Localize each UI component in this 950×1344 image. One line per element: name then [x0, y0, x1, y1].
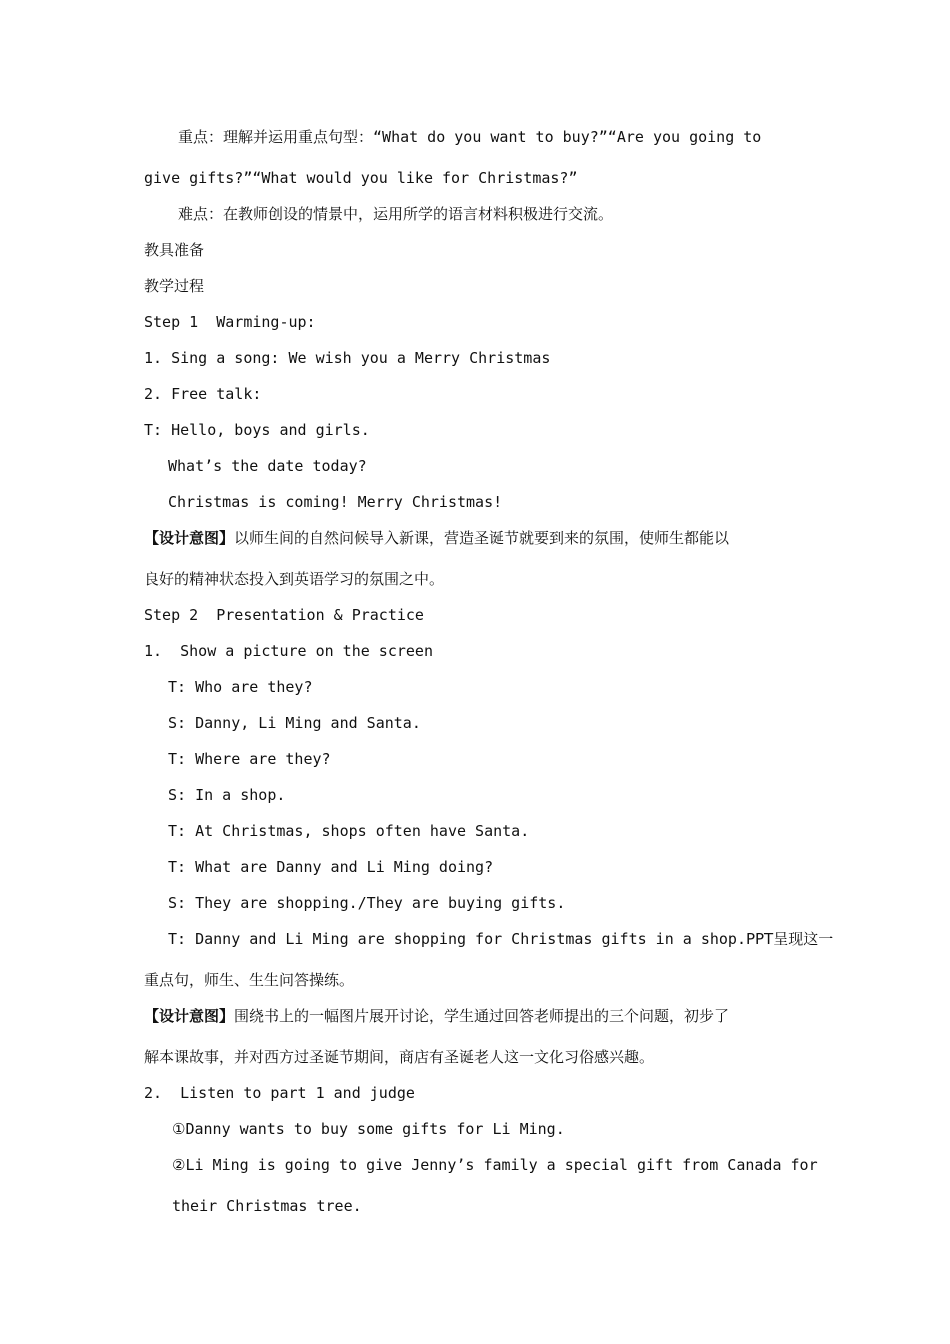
dialog-line: T: Where are they?: [168, 750, 331, 768]
step2-item-2: 2. Listen to part 1 and judge: [144, 1084, 415, 1102]
dialog-last-chinese: PPT呈现这一: [745, 930, 834, 948]
step1-teacher-line-3: Christmas is coming! Merry Christmas!: [168, 493, 503, 511]
judge-item-2-line-1: ②Li Ming is going to give Jenny’s family a special gift from Canada for: [172, 1156, 818, 1174]
design-intent-1-text: 以师生间的自然问候导入新课，营造圣诞节就要到来的氛围，使师生都能以: [234, 529, 730, 547]
judge-item-2-line-2: their Christmas tree.: [172, 1197, 362, 1215]
step1-title: Step 1 Warming-up:: [144, 313, 316, 331]
step2-item-1: 1. Show a picture on the screen: [144, 642, 433, 660]
dialog-line: S: In a shop.: [168, 786, 286, 804]
teaching-process-heading: 教学过程: [144, 277, 205, 295]
judge-item-1: ①Danny wants to buy some gifts for Li Ming.: [172, 1120, 565, 1138]
design-intent-1-line-2: 良好的精神状态投入到英语学习的氛围之中。: [144, 570, 445, 588]
step1-item-2: 2. Free talk:: [144, 385, 262, 403]
dialog-last-line: [168, 929, 833, 949]
design-intent-1-line-1: [144, 528, 729, 548]
dialog-line: T: What are Danny and Li Ming doing?: [168, 858, 494, 876]
dialog-last-line-2: 重点句，师生、生生问答操练。: [144, 971, 355, 989]
step2-title: Step 2 Presentation & Practice: [144, 606, 424, 624]
design-intent-2-text: 围绕书上的一幅图片展开讨论，学生通过回答老师提出的三个问题，初步了: [234, 1007, 730, 1025]
design-intent-2-label: 【设计意图】: [144, 1007, 235, 1025]
design-intent-2-line-1: [144, 1006, 729, 1026]
teaching-aids-heading: 教具准备: [144, 241, 205, 259]
dialog-line: T: At Christmas, shops often have Santa.: [168, 822, 530, 840]
step1-item-1: 1. Sing a song: We wish you a Merry Christmas: [144, 349, 551, 367]
dialog-line: T: Who are they?: [168, 678, 313, 696]
dialog-line: S: Danny, Li Ming and Santa.: [168, 714, 421, 732]
difficulty-line: 难点：在教师创设的情景中，运用所学的语言材料积极进行交流。: [178, 205, 614, 223]
step1-teacher-line-2: What’s the date today?: [168, 457, 367, 475]
design-intent-2-line-2: 解本课故事，并对西方过圣诞节期间，商店有圣诞老人这一文化习俗感兴趣。: [144, 1048, 655, 1066]
design-intent-1-label: 【设计意图】: [144, 529, 235, 547]
key-points-line-1: 重点：理解并运用重点句型：“What do you want to buy?”“Are you going to: [178, 128, 762, 146]
dialog-line: S: They are shopping./They are buying gifts.: [168, 894, 566, 912]
dialog-last-english: T: Danny and Li Ming are shopping for Christmas gifts in a shop.: [168, 930, 746, 948]
key-points-line-2: give gifts?”“What would you like for Christmas?”: [144, 169, 578, 187]
step1-teacher-line-1: T: Hello, boys and girls.: [144, 421, 370, 439]
